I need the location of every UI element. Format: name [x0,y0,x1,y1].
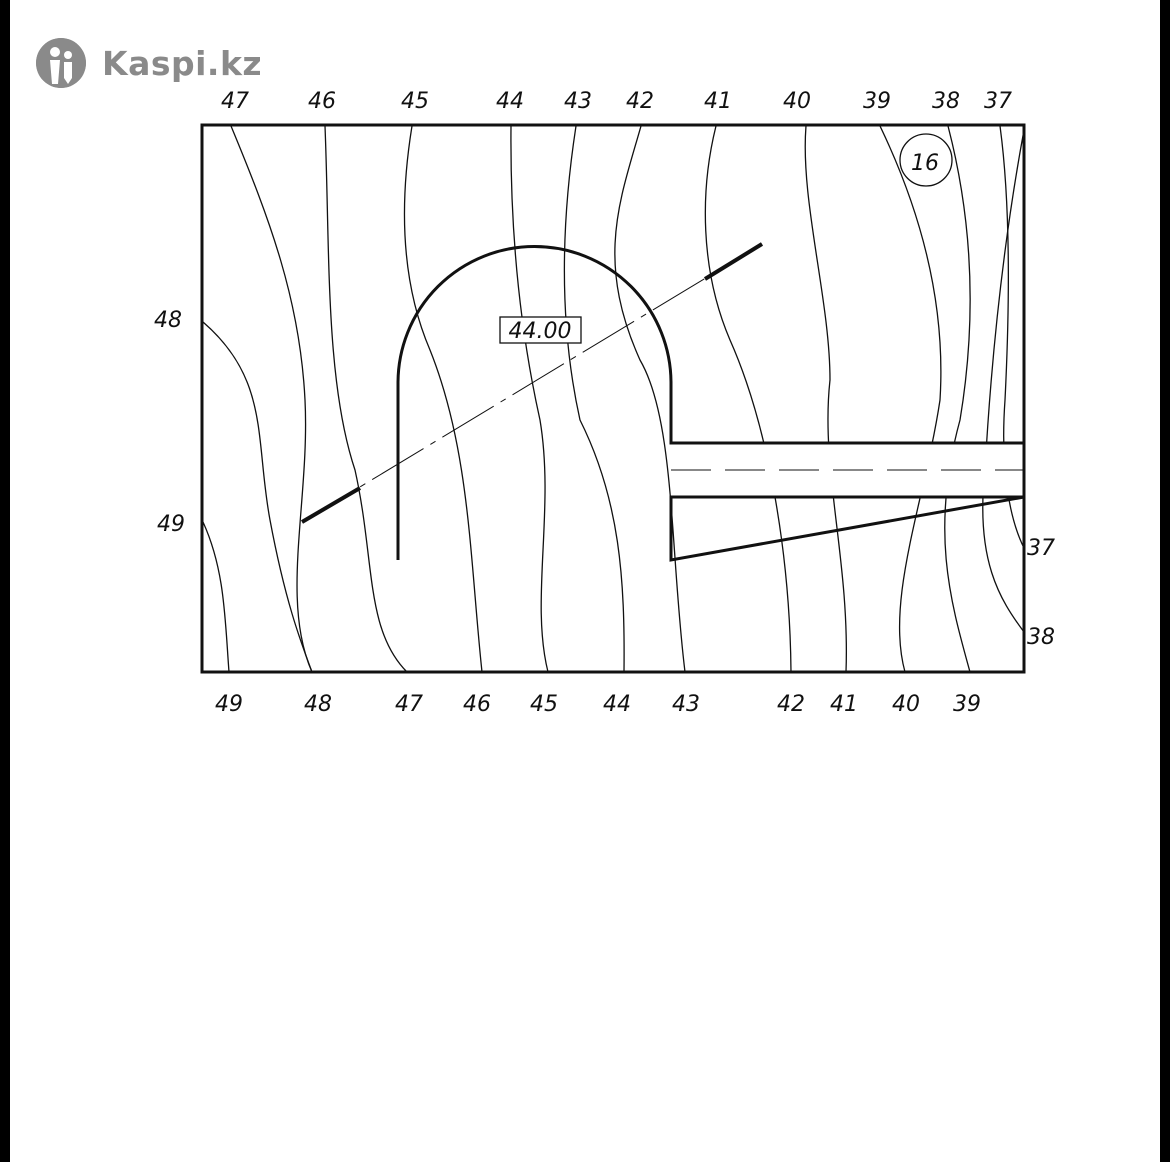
contour-line [203,522,229,672]
level-value: 44.00 [508,319,572,344]
contour-label: 46 [463,692,491,717]
contour-line [705,126,791,672]
contour-label: 40 [783,89,811,114]
contour-label: 45 [401,89,429,114]
contour-line [325,126,407,672]
contour-label: 41 [704,89,732,114]
contour-line [880,126,941,672]
top-contour-labels [221,89,1012,114]
contour-label: 38 [932,89,960,114]
contour-label: 47 [221,89,249,114]
contour-line [945,126,970,672]
contour-label: 38 [1027,625,1055,650]
contour-label: 37 [984,89,1012,114]
contour-line [615,126,685,672]
contour-line [511,126,548,672]
contour-label: 42 [626,89,654,114]
contour-line [805,126,846,672]
section-mark-right [705,244,762,279]
plan-frame [202,125,1024,672]
contour-label: 45 [530,692,558,717]
building-outline [398,247,1024,561]
contour-label: 41 [830,692,858,717]
contour-label: 48 [304,692,332,717]
contour-label: 40 [892,692,920,717]
contour-line [203,322,312,672]
watermark-text: Kaspi.kz [102,43,263,83]
contour-label: 43 [564,89,592,114]
bottom-contour-labels [215,692,981,717]
contour-line [405,126,482,672]
contour-label: 39 [863,89,891,114]
sheet-number: 16 [911,151,939,176]
contour-label: 46 [308,89,336,114]
contour-line [231,126,312,672]
contour-label: 42 [777,692,805,717]
contour-label: 47 [395,692,423,717]
contour-label: 48 [154,308,182,333]
contour-line [564,126,624,672]
contour-label: 49 [157,512,185,537]
contour-label: 49 [215,692,243,717]
contour-label: 37 [1027,536,1055,561]
contour-lines [203,126,1024,672]
contour-label: 44 [603,692,631,717]
section-mark-left [302,488,360,522]
contour-label: 43 [672,692,700,717]
contour-line [983,130,1024,632]
contour-label: 39 [953,692,981,717]
contour-label: 44 [496,89,524,114]
